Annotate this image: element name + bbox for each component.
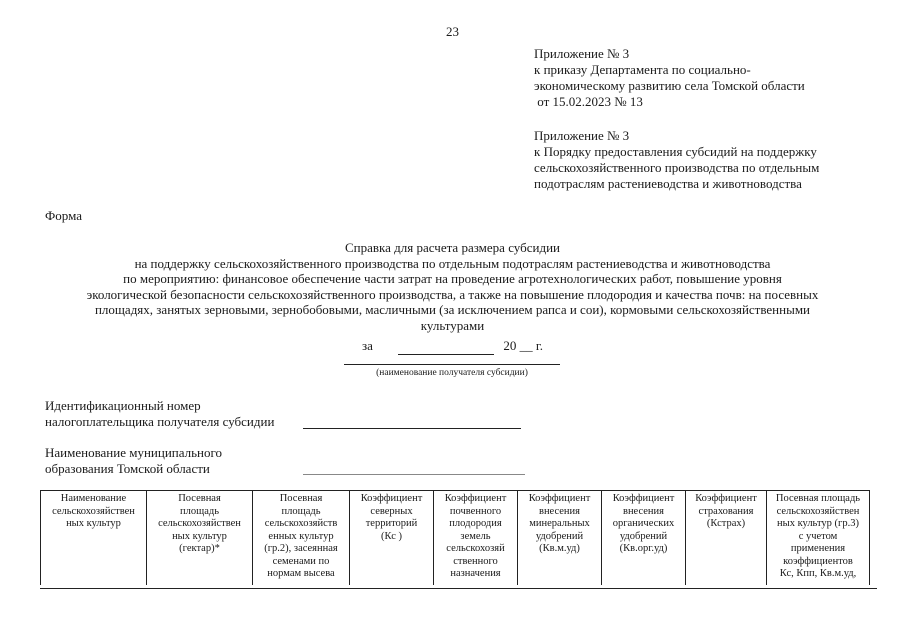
- annex-line: Приложение № 3: [534, 46, 630, 61]
- period-year: 20 __ г.: [503, 338, 544, 353]
- field-label-line: образования Томской области: [45, 461, 210, 476]
- recipient-caption: (наименование получателя субсидии): [376, 368, 528, 378]
- annex-line: к приказу Департамента по социально-: [534, 62, 751, 77]
- title-line: экологической безопасности сельскохозяйственного производства, а также на повышение плодородия и качества почв: на посевных: [86, 286, 819, 302]
- period-blank[interactable]: [398, 338, 494, 355]
- annex-line: Приложение № 3: [534, 128, 630, 143]
- municipality-label: [45, 445, 222, 477]
- title-line: культурами: [420, 317, 485, 333]
- subsidy-table: [40, 490, 870, 585]
- period-line: [0, 338, 905, 355]
- municipality-blank[interactable]: [303, 474, 525, 475]
- title-line: по мероприятию: финансовое обеспечение части затрат на проведение агротехнологических работ, повышение уровня: [123, 271, 782, 286]
- annex-line: от 15.02.2023 № 13: [534, 94, 643, 109]
- page-number: 23: [446, 24, 459, 39]
- document-title: [0, 240, 905, 333]
- taxpayer-id-blank[interactable]: [303, 428, 521, 429]
- header-cell-north-coefficient: Коэффициент северных территорий (Кс ): [350, 491, 434, 586]
- header-cell-mineral-coefficient: Коэффициент внесения минеральных удобрений (Кв.м.уд): [518, 491, 602, 586]
- title-line: площадях, занятых зерновыми, зернобобовыми, масличными (за исключением рапса и сои), кормовыми сельскохозяйственными: [94, 302, 811, 317]
- annex-line: экономическому развитию села Томской области: [534, 78, 805, 93]
- field-label-line: налогоплательщика получателя субсидии: [45, 414, 275, 429]
- annex-line: подотраслям растениеводства и животноводства: [534, 176, 802, 191]
- header-cell-sown-area: Посевная площадь сельскохозяйствен ных культур (гектар)*: [147, 491, 253, 586]
- header-cell-adjusted-area: Посевная площадь сельскохозяйствен ных культур (гр.3) с учетом применения коэффициентов Кс, Кпп, Кв.м.уд,: [767, 491, 870, 586]
- form-label: Форма: [45, 208, 82, 223]
- table-bottom-border: [40, 588, 877, 589]
- field-label-line: Наименование муниципального: [45, 445, 223, 460]
- header-cell-soil-coefficient: Коэффициент почвенного плодородия земель сельскохозяй ственного назначения: [434, 491, 518, 586]
- annex-line: к Порядку предоставления субсидий на поддержку: [534, 144, 817, 159]
- table-header-row: [41, 491, 870, 586]
- recipient-name-blank[interactable]: [344, 364, 560, 365]
- annex-header-procedure: [534, 128, 819, 192]
- field-label-line: Идентификационный номер: [45, 398, 201, 413]
- annex-line: сельскохозяйственного производства по отдельным: [534, 160, 820, 175]
- title-line: на поддержку сельскохозяйственного производства по отдельным подотраслям растениеводства и животноводства: [134, 255, 771, 271]
- taxpayer-id-label: [45, 398, 274, 430]
- header-cell-crop-name: Наименование сельскохозяйствен ных культур: [41, 491, 147, 586]
- period-prefix: за: [361, 338, 373, 353]
- header-cell-insurance-coefficient: Коэффициент страхования (Кстрах): [686, 491, 767, 586]
- header-cell-organic-coefficient: Коэффициент внесения органических удобрений (Кв.орг.уд): [602, 491, 686, 586]
- title-line: Справка для расчета размера субсидии: [345, 240, 560, 255]
- annex-header-order: [534, 46, 805, 110]
- header-cell-seeded-area: Посевная площадь сельскохозяйств енных культур (гр.2), засеянная семенами по нормам высева: [253, 491, 350, 586]
